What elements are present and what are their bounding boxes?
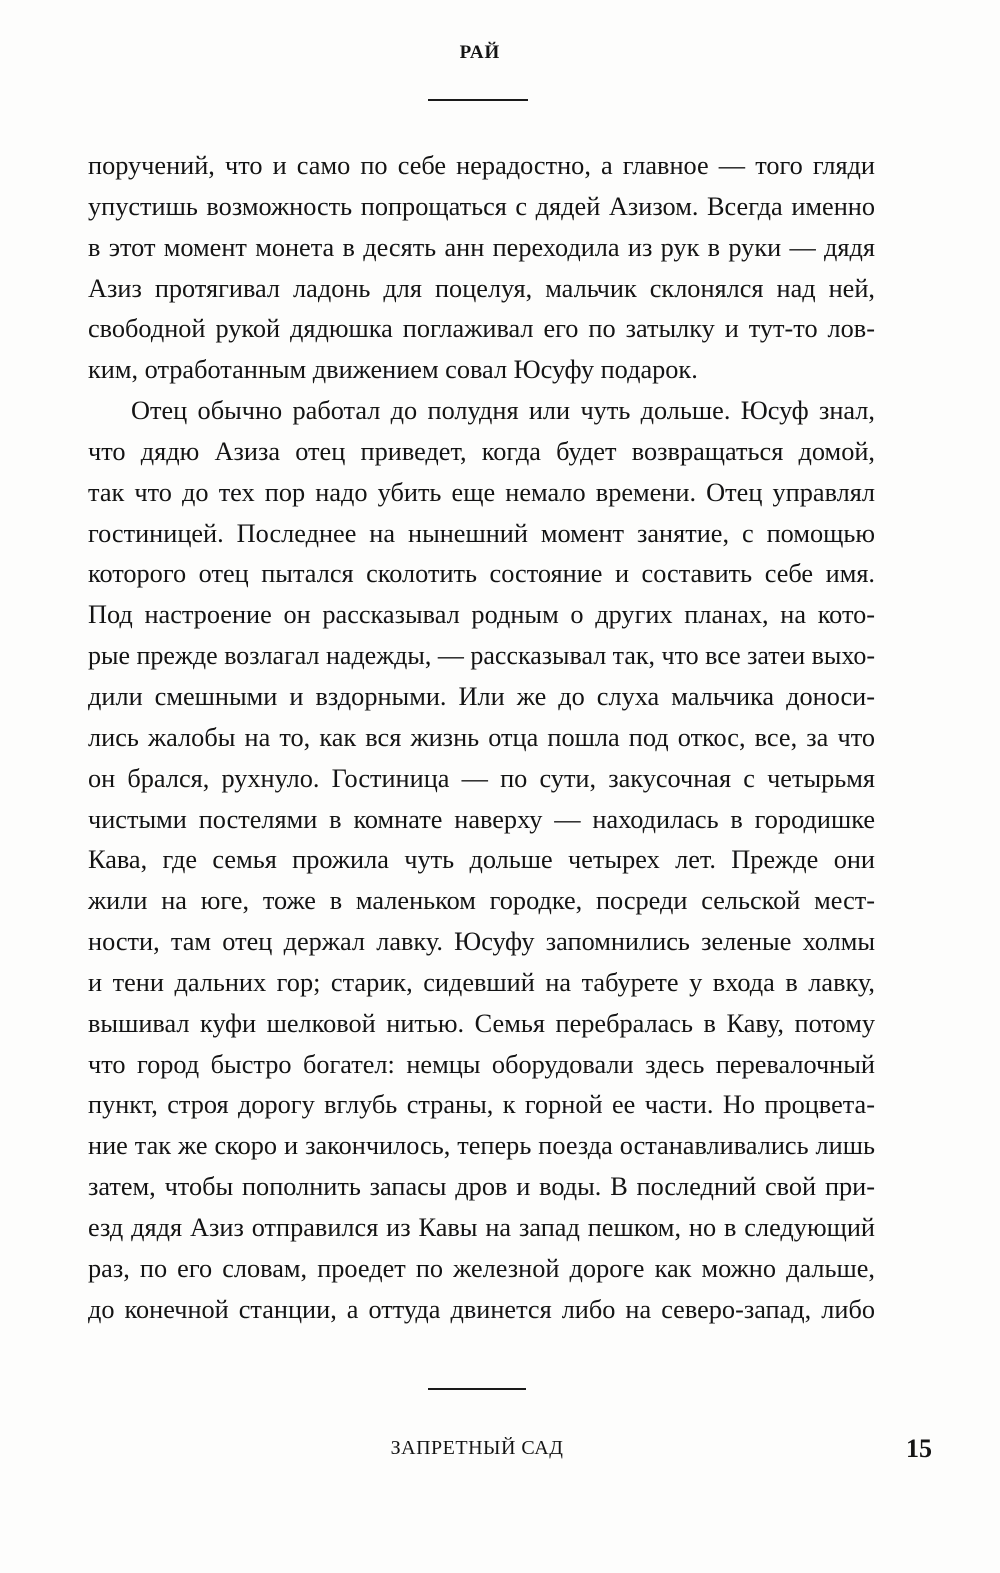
header-rule: [428, 99, 528, 101]
text-line: поручений, что и само по себе нерадостно, а главное — того гляди: [88, 151, 875, 180]
text-line: свободной рукой дядюшка поглаживал его по затылку и тут-то лов-: [88, 314, 875, 344]
text-line: дили смешными и вздорными. Или же до слуха мальчика доноси-: [88, 681, 875, 711]
text-line: езд дядя Азиз отправился из Кавы на запад пешком, но в следующий: [88, 1212, 875, 1242]
running-head: РАЙ: [459, 42, 501, 63]
text-line: которого отец пытался сколотить состояние и составить себе имя.: [88, 559, 875, 589]
text-line: раз, по его словам, проедет по железной дороге как можно дальше,: [88, 1253, 875, 1283]
text-line: чистыми постелями в комнате наверху — находилась в городишке: [88, 804, 875, 834]
text-line: гостиницей. Последнее на нынешний момент занятие, с помощью: [88, 518, 875, 548]
body-text: [88, 146, 875, 1330]
text-line: жили на юге, тоже в маленьком городке, посреди сельской мест-: [88, 886, 875, 916]
text-line: Отец обычно работал до полудня или чуть дольше. Юсуф знал,: [131, 396, 875, 426]
page-number: 15: [906, 1434, 932, 1463]
text-line: рые прежде возлагал надежды, — рассказывал так, что все затеи выхо-: [88, 641, 876, 671]
footer-book-title: ЗАПРЕТНЫЙ САД: [390, 1437, 564, 1459]
text-line: Под настроение он рассказывал родным о других планах, на кото-: [88, 600, 875, 630]
text-line: ности, там отец держал лавку. Юсуфу запомнились зеленые холмы: [88, 927, 875, 957]
text-line: так что до тех пор надо убить еще немало времени. Отец управлял: [88, 477, 875, 507]
text-line: Азиз протягивал ладонь для поцелуя, мальчик склонялся над ней,: [88, 273, 875, 303]
text-line: что дядю Азиза отец приведет, когда будет возвращаться домой,: [88, 436, 875, 466]
text-line: ким, отработанным движением совал Юсуфу подарок.: [88, 355, 698, 385]
text-line: Кава, где семья прожила чуть дольше четырех лет. Прежде они: [88, 845, 875, 875]
footer-rule: [428, 1388, 526, 1390]
text-line: упустишь возможность попрощаться с дядей Азизом. Всегда именно: [88, 191, 875, 221]
text-line: вышивал куфи шелковой нитью. Семья перебралась в Каву, потому: [88, 1008, 875, 1038]
text-line: и тени дальних гор; старик, сидевший на табурете у входа в лавку,: [88, 967, 875, 997]
text-line: что город быстро богател: немцы оборудовали здесь перевалочный: [88, 1049, 875, 1079]
text-line: до конечной станции, а оттуда двинется либо на северо-запад, либо: [88, 1294, 875, 1324]
text-line: ние так же скоро и закончилось, теперь поезда останавливались лишь: [88, 1131, 875, 1161]
text-line: лись жалобы на то, как вся жизнь отца пошла под откос, все, за что: [88, 722, 875, 752]
text-line: он брался, рухнуло. Гостиница — по сути, закусочная с четырьмя: [88, 763, 875, 793]
text-line: пункт, строя дорогу вглубь страны, к горной ее части. Но процвета-: [88, 1090, 875, 1120]
text-line: затем, чтобы пополнить запасы дров и воды. В последний свой при-: [88, 1172, 875, 1202]
text-line: в этот момент монета в десять анн переходила из рук в руки — дядя: [88, 232, 875, 262]
